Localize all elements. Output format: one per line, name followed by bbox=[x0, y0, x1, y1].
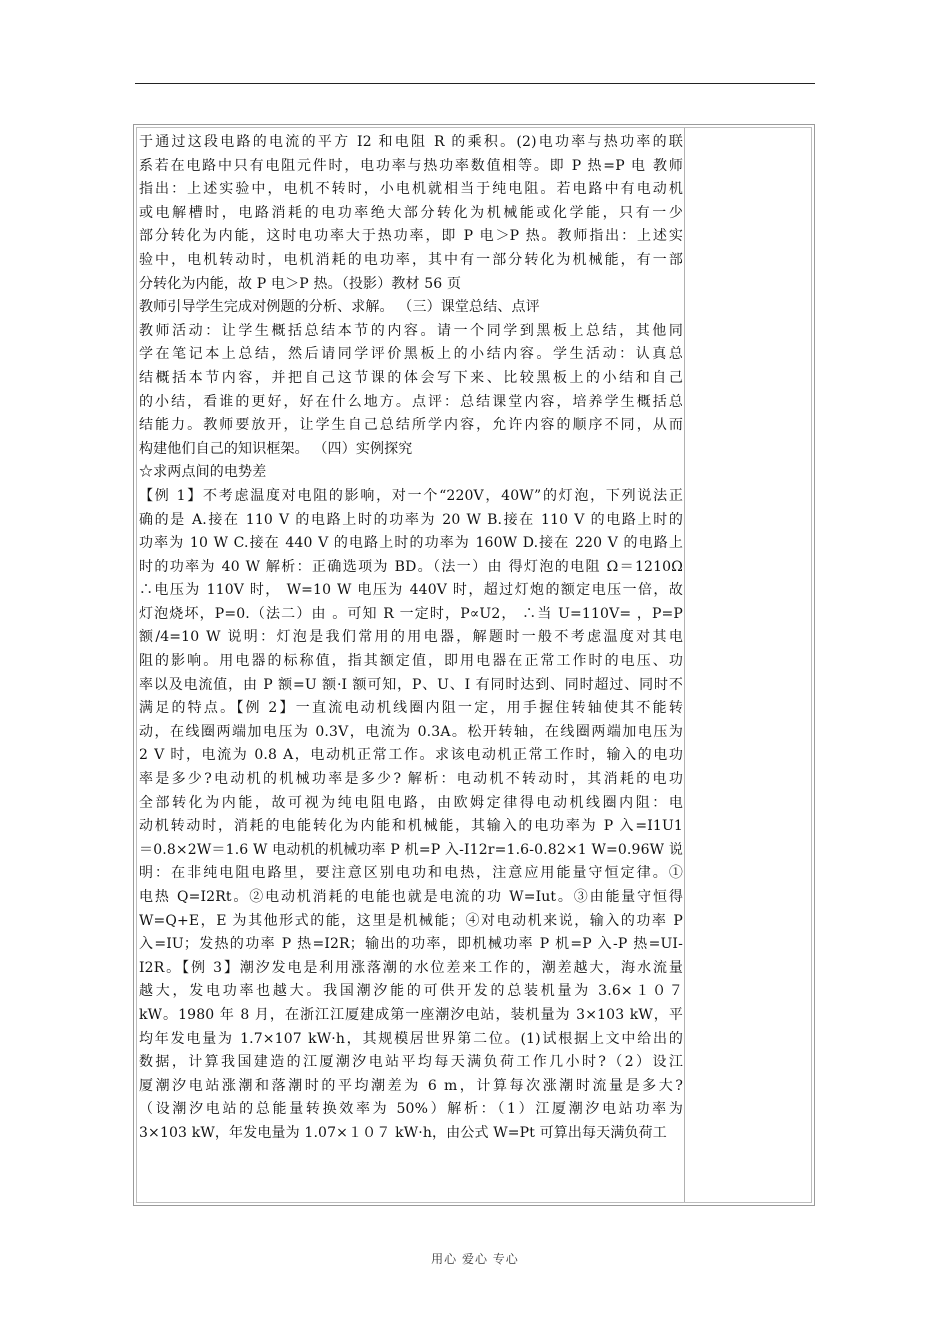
text-line: ☆求两点间的电势差 bbox=[139, 464, 267, 481]
text-line: I2R。【例 3】潮汐发电是利用涨落潮的水位差来工作的，潮差越大，海水流量 bbox=[139, 959, 683, 976]
text-line: ＝0.8×2W＝1.6 W 电动机的机械功率 P 机=P 入-I12r=1.6-0.82×1 W=0.96W 说 bbox=[139, 841, 683, 858]
text-line: （设潮汐电站的总能量转换效率为 50%）解析：（1）江厦潮汐电站功率为 bbox=[139, 1101, 683, 1118]
text-line: 时的功率为 40 W 解析：正确选项为 BD。（法一）由 得灯泡的电阻 Ω＝1210Ω bbox=[139, 558, 683, 575]
text-line: 2 V 时，电流为 0.8 A，电动机正常工作。求该电动机正常工作时，输入的电功 bbox=[139, 747, 683, 764]
text-line: 验中，电机转动时，电机消耗的电功率，其中有一部分转化为机械能，有一部 bbox=[139, 251, 683, 268]
text-line: 于通过这段电路的电流的平方 I2 和电阻 R 的乘积。(2)电功率与热功率的联 bbox=[139, 134, 683, 150]
text-line: 结能力。教师要放开，让学生自己总结所学内容，允许内容的顺序不同，从而 bbox=[139, 417, 683, 434]
text-line: 部分转化为内能，这时电功率大于热功率，即 P 电＞P 热。教师指出：上述实 bbox=[139, 228, 683, 245]
text-line: 阻的影响。用电器的标称值，指其额定值，即用电器在正常工作时的电压、功 bbox=[139, 653, 683, 670]
text-line: 构建他们自己的知识框架。 （四）实例探究 bbox=[139, 440, 413, 457]
text-line: 满足的特点。【例 2】一直流电动机线圈内阻一定，用手握住转轴使其不能转 bbox=[139, 700, 683, 717]
text-line: 率是多少?电动机的机械功率是多少? 解析：电动机不转动时，其消耗的电功 bbox=[139, 771, 683, 788]
text-line: 教师引导学生完成对例题的分析、求解。 （三）课堂总结、点评 bbox=[139, 299, 540, 316]
content-table bbox=[133, 124, 815, 1206]
text-line: 3×103 kW，年发电量为 1.07×１０７ kW·h，由公式 W=Pt 可算出每天满负荷工 bbox=[139, 1124, 667, 1141]
lesson-text-cell bbox=[137, 128, 685, 1202]
text-line: 全部转化为内能，故可视为纯电阻电路，由欧姆定律得电动机线圈内阻：电 bbox=[139, 794, 683, 811]
text-line: 厦潮汐电站涨潮和落潮时的平均潮差为 6 m，计算每次涨潮时流量是多大? bbox=[139, 1077, 683, 1094]
text-line: 灯泡烧坏，P=0.（法二）由 。可知 R 一定时，P∝U2， ∴当 U=110V= ，P=P bbox=[139, 605, 683, 622]
text-line: 动机转动时，消耗的电能转化为内能和机械能，其输入的电功率为 P 入=I1U1 bbox=[139, 818, 683, 835]
text-line: ∴电压为 110V 时， W=10 W 电压为 440V 时，超过灯炮的额定电压一倍，故 bbox=[139, 582, 683, 599]
text-line: 分转化为内能，故 P 电＞P 热。（投影）教材 56 页 bbox=[139, 275, 462, 292]
text-line: 【例 1】不考虑温度对电阻的影响，对一个“220V，40W”的灯泡，下列说法正 bbox=[139, 487, 683, 504]
text-line: 学在笔记本上总结，然后请同学评价黑板上的小结内容。学生活动：认真总 bbox=[139, 346, 683, 363]
text-line: 结概括本节内容，并把自己这节课的体会写下来、比较黑板上的小结和自己 bbox=[139, 369, 683, 386]
text-line: 指出：上述实验中，电机不转时，小电机就相当于纯电阻。若电路中有电动机 bbox=[139, 181, 683, 198]
text-line: 明：在非纯电阻电路里，要注意区别电功和电热，注意应用能量守恒定律。① bbox=[139, 865, 683, 882]
text-line: 入=IU；发热的功率 P 热=I2R；输出的功率，即机械功率 P 机=P 入-P 热=UI- bbox=[139, 936, 683, 953]
text-line: kW。1980 年 8 月，在浙江江厦建成第一座潮汐电站，装机量为 3×103 kW，平 bbox=[139, 1006, 683, 1023]
page-footer: 用心 爱心 专心 bbox=[431, 1252, 519, 1266]
notes-cell bbox=[685, 128, 811, 1202]
text-line: 电热 Q=I2Rt。②电动机消耗的电能也就是电流的功 W=Iut。③由能量守恒得 bbox=[139, 889, 683, 905]
text-line: 越大，发电功率也越大。我国潮汐能的可供开发的总装机量为 3.6×１０７ bbox=[139, 983, 683, 1000]
header-rule bbox=[135, 83, 815, 84]
text-line: 数据，计算我国建造的江厦潮汐电站平均每天满负荷工作几小时?（2）设江 bbox=[139, 1054, 683, 1071]
text-line: 或电解槽时，电路消耗的电功率绝大部分转化为机械能或化学能，只有一少 bbox=[139, 204, 683, 221]
text-line: 率以及电流值，由 P 额=U 额·I 额可知，P、U、I 有同时达到、同时超过、同时不 bbox=[139, 676, 683, 693]
text-line: 额/4=10 W 说明：灯泡是我们常用的用电器，解题时一般不考虑温度对其电 bbox=[139, 629, 683, 646]
text-line: 教师活动：让学生概括总结本节的内容。请一个同学到黑板上总结，其他同 bbox=[139, 322, 683, 339]
text-line: 系若在电路中只有电阻元件时，电功率与热功率数值相等。即 P 热=P 电 教师 bbox=[139, 157, 683, 174]
text-line: 均年发电量为 1.7×107 kW·h，其规模居世界第二位。(1)试根据上文中给出的 bbox=[139, 1030, 683, 1047]
text-line: 功率为 10 W C.接在 440 V 的电路上时的功率为 160W D.接在 220 V 的电路上 bbox=[139, 535, 683, 552]
text-line: 动，在线圈两端加电压为 0.3V，电流为 0.3A。松开转轴，在线圈两端加电压为 bbox=[139, 723, 683, 740]
table-row bbox=[136, 127, 812, 1203]
text-line: 确的是 A.接在 110 V 的电路上时的功率为 20 W B.接在 110 V 的电路上时的 bbox=[139, 511, 683, 528]
text-line: W=Q+E，E 为其他形式的能，这里是机械能；④对电动机来说，输入的功率 P bbox=[139, 912, 683, 929]
text-line: 的小结，看谁的更好，好在什么地方。点评：总结课堂内容，培养学生概括总 bbox=[139, 393, 683, 410]
